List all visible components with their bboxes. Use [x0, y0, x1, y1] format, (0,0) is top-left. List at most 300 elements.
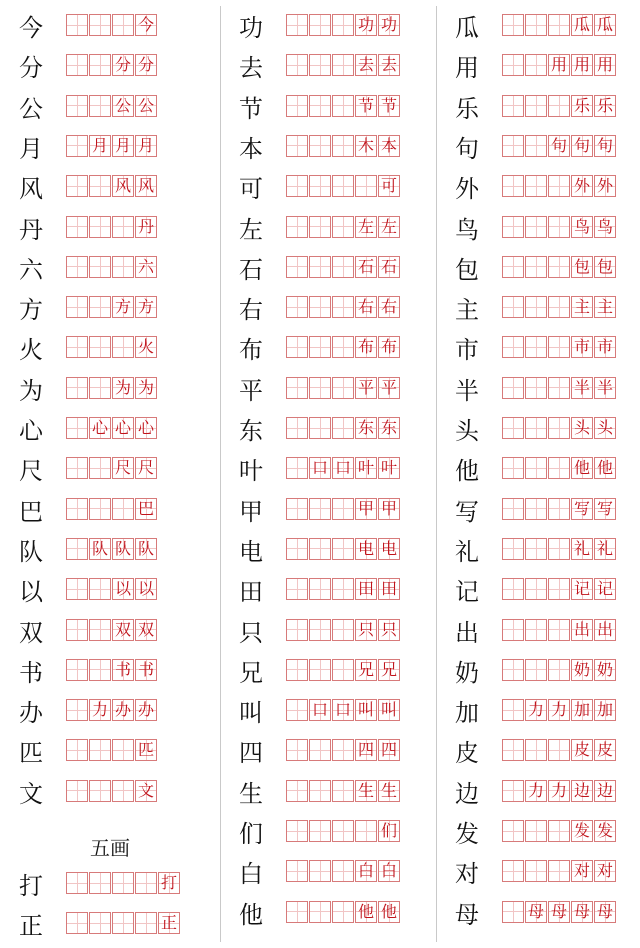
stroke-box: 分: [135, 54, 157, 76]
stroke-grid: [286, 175, 401, 197]
character: 石: [239, 255, 263, 284]
stroke-box: [66, 54, 88, 76]
stroke-grid: [286, 417, 401, 439]
stroke-box: [309, 417, 331, 439]
stroke-box: 布: [378, 336, 400, 358]
stroke-box: 记: [594, 578, 616, 600]
stroke-box: [332, 175, 354, 197]
char-row: [450, 532, 640, 572]
character: 队: [19, 537, 43, 566]
stroke-box: [548, 336, 570, 358]
stroke-box: 书: [135, 659, 157, 681]
stroke-box: [286, 820, 308, 842]
stroke-box: 电: [355, 538, 377, 560]
character: 乐: [455, 94, 479, 123]
stroke-box: 发: [571, 820, 593, 842]
character: 尺: [19, 457, 43, 486]
stroke-grid: [502, 256, 617, 278]
stroke-box: [548, 739, 570, 761]
stroke-grid: [502, 417, 617, 439]
stroke-box: 书: [112, 659, 134, 681]
stroke-box: [502, 901, 524, 923]
stroke-grid: [286, 578, 401, 600]
stroke-box: 叫: [378, 699, 400, 721]
char-row: [450, 411, 640, 451]
column-divider: [436, 6, 437, 942]
column-2: [234, 0, 424, 948]
char-row: [450, 371, 640, 411]
stroke-box: 正: [158, 912, 180, 934]
stroke-box: 只: [355, 619, 377, 641]
stroke-box: [332, 860, 354, 882]
character: 皮: [455, 739, 479, 768]
char-row: [14, 653, 204, 693]
character: 只: [239, 618, 263, 647]
stroke-box: [502, 457, 524, 479]
stroke-box: 他: [594, 457, 616, 479]
stroke-box: [286, 619, 308, 641]
stroke-grid: [66, 457, 158, 479]
column-3: [450, 0, 640, 948]
stroke-box: [66, 95, 88, 117]
stroke-grid: [286, 95, 401, 117]
stroke-box: [525, 457, 547, 479]
stroke-box: 母: [571, 901, 593, 923]
stroke-box: [89, 54, 111, 76]
stroke-box: [89, 336, 111, 358]
stroke-box: 双: [112, 619, 134, 641]
stroke-box: [502, 216, 524, 238]
char-row: [14, 693, 204, 733]
stroke-grid: [286, 296, 401, 318]
stroke-grid: [502, 578, 617, 600]
stroke-box: [66, 377, 88, 399]
stroke-grid: [502, 14, 617, 36]
char-row: [234, 411, 424, 451]
stroke-box: [66, 135, 88, 157]
stroke-box: 为: [135, 377, 157, 399]
stroke-box: 他: [378, 901, 400, 923]
char-row: [234, 895, 424, 935]
char-row: [14, 48, 204, 88]
stroke-grid: [502, 377, 617, 399]
stroke-grid: [66, 619, 158, 641]
stroke-box: 市: [571, 336, 593, 358]
stroke-box: [66, 175, 88, 197]
character: 他: [239, 900, 263, 929]
stroke-box: 鸟: [594, 216, 616, 238]
char-row: [450, 250, 640, 290]
stroke-box: [66, 578, 88, 600]
stroke-grid: [286, 860, 401, 882]
stroke-box: [332, 54, 354, 76]
character: 瓜: [455, 14, 479, 42]
character: 叶: [239, 457, 263, 486]
stroke-box: [502, 256, 524, 278]
stroke-box: 田: [355, 578, 377, 600]
stroke-box: [525, 578, 547, 600]
stroke-box: [525, 14, 547, 36]
stroke-box: [286, 739, 308, 761]
stroke-box: 分: [112, 54, 134, 76]
column-divider: [220, 6, 221, 942]
character: 分: [19, 54, 43, 83]
stroke-box: [355, 175, 377, 197]
stroke-grid: [286, 135, 401, 157]
stroke-box: 火: [135, 336, 157, 358]
char-row: [14, 8, 204, 48]
stroke-box: 记: [571, 578, 593, 600]
stroke-box: 写: [594, 498, 616, 520]
stroke-box: 今: [135, 14, 157, 36]
char-row: [450, 492, 640, 532]
stroke-box: 出: [594, 619, 616, 641]
character: 用: [455, 54, 479, 83]
char-row: [14, 89, 204, 129]
stroke-grid: [66, 659, 158, 681]
stroke-box: 心: [89, 417, 111, 439]
stroke-box: [309, 296, 331, 318]
stroke-box: 可: [378, 175, 400, 197]
char-row: [14, 290, 204, 330]
stroke-box: [89, 739, 111, 761]
stroke-box: [502, 739, 524, 761]
column-1: [14, 0, 204, 948]
stroke-box: 甲: [355, 498, 377, 520]
char-row: [234, 290, 424, 330]
stroke-box: [89, 619, 111, 641]
char-row: [234, 613, 424, 653]
character: 功: [239, 14, 263, 42]
stroke-box: [502, 699, 524, 721]
stroke-box: [525, 619, 547, 641]
stroke-box: [89, 872, 111, 894]
stroke-box: 心: [135, 417, 157, 439]
char-row: [234, 129, 424, 169]
stroke-box: 写: [571, 498, 593, 520]
char-row: [450, 613, 640, 653]
stroke-box: 东: [378, 417, 400, 439]
stroke-box: [502, 820, 524, 842]
char-row: [14, 532, 204, 572]
stroke-box: [332, 739, 354, 761]
stroke-box: 文: [135, 780, 157, 802]
char-row: [234, 371, 424, 411]
stroke-box: [548, 619, 570, 641]
stroke-box: [502, 175, 524, 197]
stroke-grid: [66, 377, 158, 399]
stroke-box: 四: [355, 739, 377, 761]
stroke-box: 皮: [594, 739, 616, 761]
stroke-box: 瓜: [594, 14, 616, 36]
character: 主: [455, 296, 479, 325]
char-row: [14, 906, 204, 946]
stroke-grid: [502, 175, 617, 197]
stroke-grid: [502, 901, 617, 923]
stroke-grid: [286, 820, 401, 842]
stroke-box: [332, 578, 354, 600]
stroke-box: 力: [548, 699, 570, 721]
stroke-box: 句: [548, 135, 570, 157]
stroke-box: [502, 417, 524, 439]
stroke-grid: [66, 872, 181, 894]
character: 鸟: [455, 215, 479, 244]
stroke-box: [66, 417, 88, 439]
stroke-grid: [66, 578, 158, 600]
character: 加: [455, 699, 479, 728]
stroke-box: 石: [378, 256, 400, 278]
stroke-box: [309, 820, 331, 842]
stroke-grid: [502, 135, 617, 157]
stroke-box: [286, 14, 308, 36]
character: 礼: [455, 537, 479, 566]
stroke-box: [89, 14, 111, 36]
stroke-box: [332, 417, 354, 439]
stroke-box: [309, 901, 331, 923]
char-row: [234, 48, 424, 88]
stroke-box: [525, 377, 547, 399]
character: 公: [19, 94, 43, 123]
stroke-box: 句: [594, 135, 616, 157]
stroke-box: 平: [355, 377, 377, 399]
stroke-box: [89, 912, 111, 934]
character: 田: [239, 578, 263, 607]
stroke-box: 生: [355, 780, 377, 802]
stroke-box: [286, 296, 308, 318]
stroke-box: [548, 820, 570, 842]
stroke-box: [112, 872, 134, 894]
stroke-grid: [502, 619, 617, 641]
character: 记: [455, 578, 479, 607]
stroke-box: [66, 872, 88, 894]
stroke-box: [332, 336, 354, 358]
char-row: [450, 8, 640, 48]
stroke-box: 力: [89, 699, 111, 721]
character: 月: [19, 134, 43, 163]
char-row: [450, 89, 640, 129]
stroke-box: 田: [378, 578, 400, 600]
character: 句: [455, 134, 479, 163]
stroke-grid: [286, 498, 401, 520]
stroke-box: [309, 135, 331, 157]
stroke-box: [548, 216, 570, 238]
stroke-box: 头: [594, 417, 616, 439]
character: 平: [239, 376, 263, 405]
stroke-box: 甲: [378, 498, 400, 520]
stroke-grid: [66, 699, 158, 721]
stroke-box: 打: [158, 872, 180, 894]
stroke-box: [548, 296, 570, 318]
stroke-box: 队: [135, 538, 157, 560]
char-row: [234, 250, 424, 290]
char-row: [450, 572, 640, 612]
character: 正: [19, 912, 43, 941]
stroke-box: [286, 457, 308, 479]
character: 右: [239, 296, 263, 325]
stroke-box: 匹: [135, 739, 157, 761]
stroke-box: [309, 659, 331, 681]
character: 们: [239, 820, 263, 848]
stroke-box: [309, 377, 331, 399]
stroke-grid: [66, 538, 158, 560]
char-row: [450, 330, 640, 370]
stroke-box: 方: [112, 296, 134, 318]
stroke-box: [502, 498, 524, 520]
stroke-grid: [502, 780, 617, 802]
stroke-box: [525, 54, 547, 76]
stroke-box: 白: [378, 860, 400, 882]
stroke-box: 他: [571, 457, 593, 479]
character: 办: [19, 699, 43, 728]
stroke-box: [525, 538, 547, 560]
stroke-box: [355, 820, 377, 842]
char-row: [234, 210, 424, 250]
stroke-box: 方: [135, 296, 157, 318]
stroke-box: [66, 256, 88, 278]
stroke-grid: [502, 699, 617, 721]
stroke-box: 发: [594, 820, 616, 842]
char-row: [450, 129, 640, 169]
stroke-box: 头: [571, 417, 593, 439]
stroke-grid: [66, 739, 158, 761]
stroke-grid: [286, 457, 401, 479]
stroke-box: [89, 256, 111, 278]
character: 发: [455, 820, 479, 848]
stroke-box: 以: [135, 578, 157, 600]
stroke-box: [286, 538, 308, 560]
character: 甲: [239, 497, 263, 526]
stroke-box: 出: [571, 619, 593, 641]
stroke-box: [286, 216, 308, 238]
stroke-box: [286, 498, 308, 520]
stroke-grid: [66, 135, 158, 157]
stroke-box: 月: [112, 135, 134, 157]
char-row: [234, 653, 424, 693]
stroke-box: [502, 95, 524, 117]
stroke-box: 办: [112, 699, 134, 721]
stroke-box: [309, 578, 331, 600]
stroke-box: [66, 296, 88, 318]
stroke-box: 半: [571, 377, 593, 399]
stroke-box: [286, 95, 308, 117]
stroke-box: [309, 336, 331, 358]
stroke-box: 礼: [571, 538, 593, 560]
character: 叫: [239, 699, 263, 728]
stroke-box: 风: [135, 175, 157, 197]
character: 以: [19, 578, 43, 607]
stroke-box: 节: [355, 95, 377, 117]
stroke-box: [309, 14, 331, 36]
stroke-box: 去: [378, 54, 400, 76]
stroke-box: [89, 578, 111, 600]
stroke-box: [548, 95, 570, 117]
stroke-box: [332, 377, 354, 399]
stroke-box: [309, 54, 331, 76]
character: 节: [239, 94, 263, 123]
stroke-box: [89, 780, 111, 802]
stroke-box: [548, 256, 570, 278]
stroke-box: 奶: [594, 659, 616, 681]
stroke-box: [548, 498, 570, 520]
character: 书: [19, 658, 43, 687]
stroke-box: [332, 498, 354, 520]
stroke-grid: [66, 216, 158, 238]
stroke-box: [525, 820, 547, 842]
stroke-box: [112, 336, 134, 358]
stroke-box: 鸟: [571, 216, 593, 238]
stroke-box: 他: [355, 901, 377, 923]
stroke-box: 六: [135, 256, 157, 278]
stroke-box: [548, 860, 570, 882]
char-row: [234, 89, 424, 129]
character: 六: [19, 255, 43, 284]
stroke-grid: [66, 780, 158, 802]
stroke-box: 用: [548, 54, 570, 76]
stroke-box: 左: [378, 216, 400, 238]
stroke-box: [548, 659, 570, 681]
stroke-box: [309, 498, 331, 520]
stroke-box: [286, 175, 308, 197]
stroke-box: 对: [594, 860, 616, 882]
char-row: [234, 733, 424, 773]
stroke-box: [286, 901, 308, 923]
stroke-box: 加: [571, 699, 593, 721]
stroke-box: [112, 498, 134, 520]
stroke-box: 主: [594, 296, 616, 318]
char-row: [234, 492, 424, 532]
stroke-grid: [286, 780, 401, 802]
stroke-box: 布: [355, 336, 377, 358]
stroke-box: [112, 739, 134, 761]
stroke-box: 公: [135, 95, 157, 117]
stroke-box: [502, 54, 524, 76]
stroke-grid: [66, 256, 158, 278]
stroke-box: 瓜: [571, 14, 593, 36]
stroke-box: 为: [112, 377, 134, 399]
stroke-box: [66, 216, 88, 238]
stroke-box: 口: [332, 699, 354, 721]
stroke-grid: [502, 216, 617, 238]
stroke-box: 队: [112, 538, 134, 560]
stroke-box: [89, 498, 111, 520]
stroke-box: 双: [135, 619, 157, 641]
stroke-box: [548, 538, 570, 560]
character: 巴: [19, 497, 43, 526]
character: 文: [19, 779, 43, 808]
stroke-box: [286, 54, 308, 76]
stroke-box: [525, 216, 547, 238]
stroke-box: 平: [378, 377, 400, 399]
stroke-box: 功: [378, 14, 400, 36]
stroke-box: [286, 377, 308, 399]
character: 为: [19, 376, 43, 405]
stroke-box: [525, 95, 547, 117]
stroke-box: 奶: [571, 659, 593, 681]
stroke-grid: [502, 54, 617, 76]
stroke-grid: [502, 538, 617, 560]
stroke-grid: [66, 175, 158, 197]
char-row: [450, 451, 640, 491]
char-row: [14, 613, 204, 653]
stroke-box: [502, 296, 524, 318]
character: 写: [455, 497, 479, 526]
stroke-box: [66, 739, 88, 761]
character: 生: [239, 779, 263, 808]
char-row: [234, 774, 424, 814]
stroke-box: 们: [378, 820, 400, 842]
character: 电: [239, 537, 263, 566]
stroke-box: [66, 457, 88, 479]
